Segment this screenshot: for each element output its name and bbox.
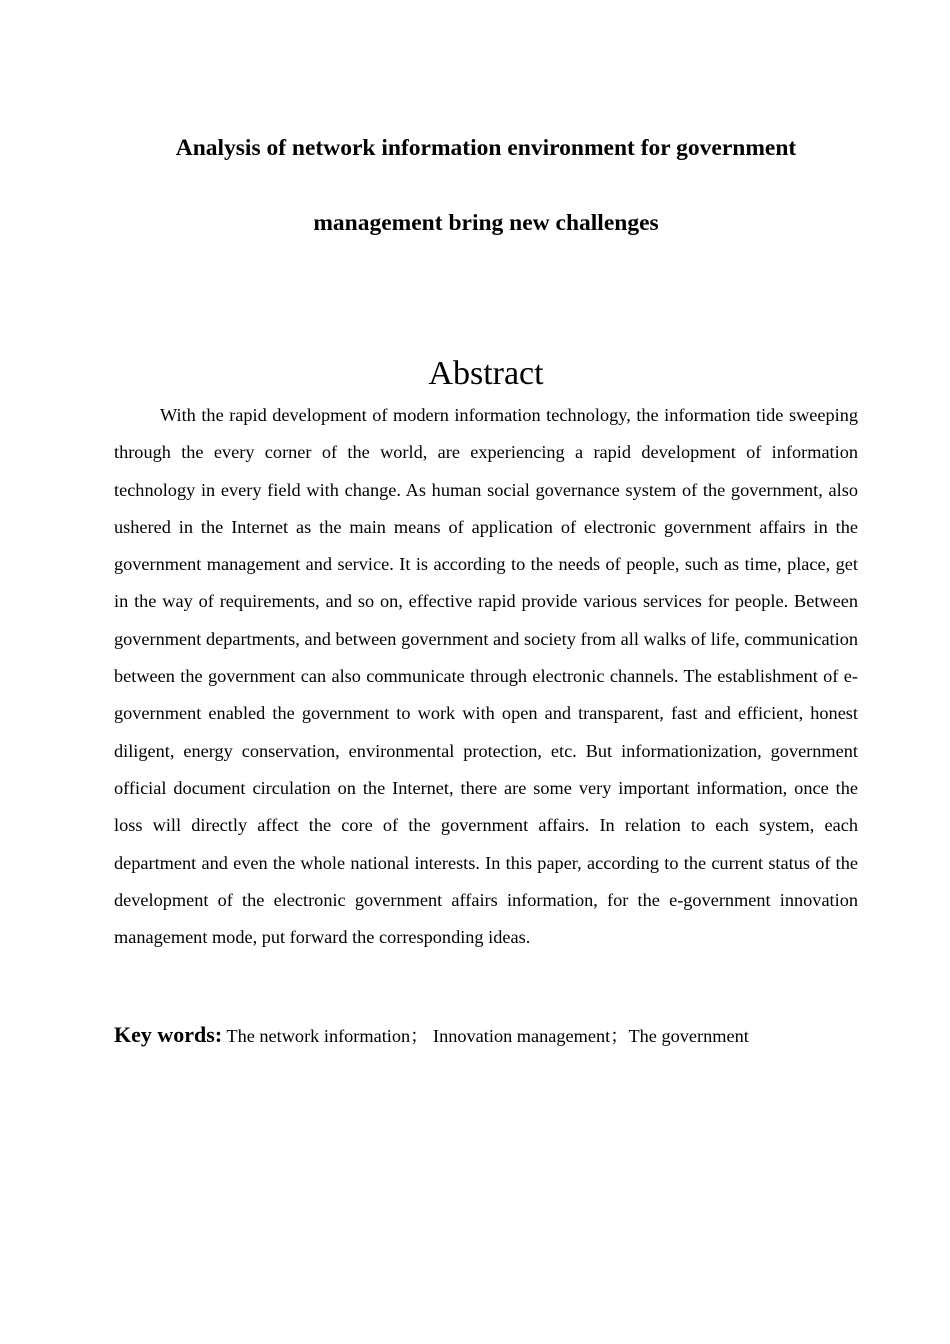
keywords-text: The network information； Innovation management；The government <box>222 1026 749 1046</box>
abstract-heading: Abstract <box>428 355 544 392</box>
abstract-body: With the rapid development of modern information technology, the information tide sweeping through the every corner of the world, are experiencing a rapid development of information technology in every field with change. As human social governance system of the government, also ushered in the Internet as the main means of application of electronic government affairs in the government management and service. It is according to the needs of people, such as time, place, get in the way of requirements, and so on, effective rapid provide various services for people. Between government departments, and between government and society from all walks of life, communication between the government can also communicate through electronic channels. The establishment of e-government enabled the government to work with open and transparent, fast and efficient, honest diligent, energy conservation, environmental protection, etc. But informationization, government official document circulation on the Internet, there are some very important information, once the loss will directly affect the core of the government affairs. In relation to each system, each department and even the whole national interests. In this paper, according to the current status of the development of the electronic government affairs information, for the e-government innovation management mode, put forward the corresponding ideas. <box>114 405 858 948</box>
paper-title-line-1: Analysis of network information environment for government <box>175 135 797 161</box>
keywords-label: Key words: <box>114 1022 223 1047</box>
paper-title-line-2: management bring new challenges <box>313 210 659 236</box>
keywords-line <box>114 1018 874 1055</box>
